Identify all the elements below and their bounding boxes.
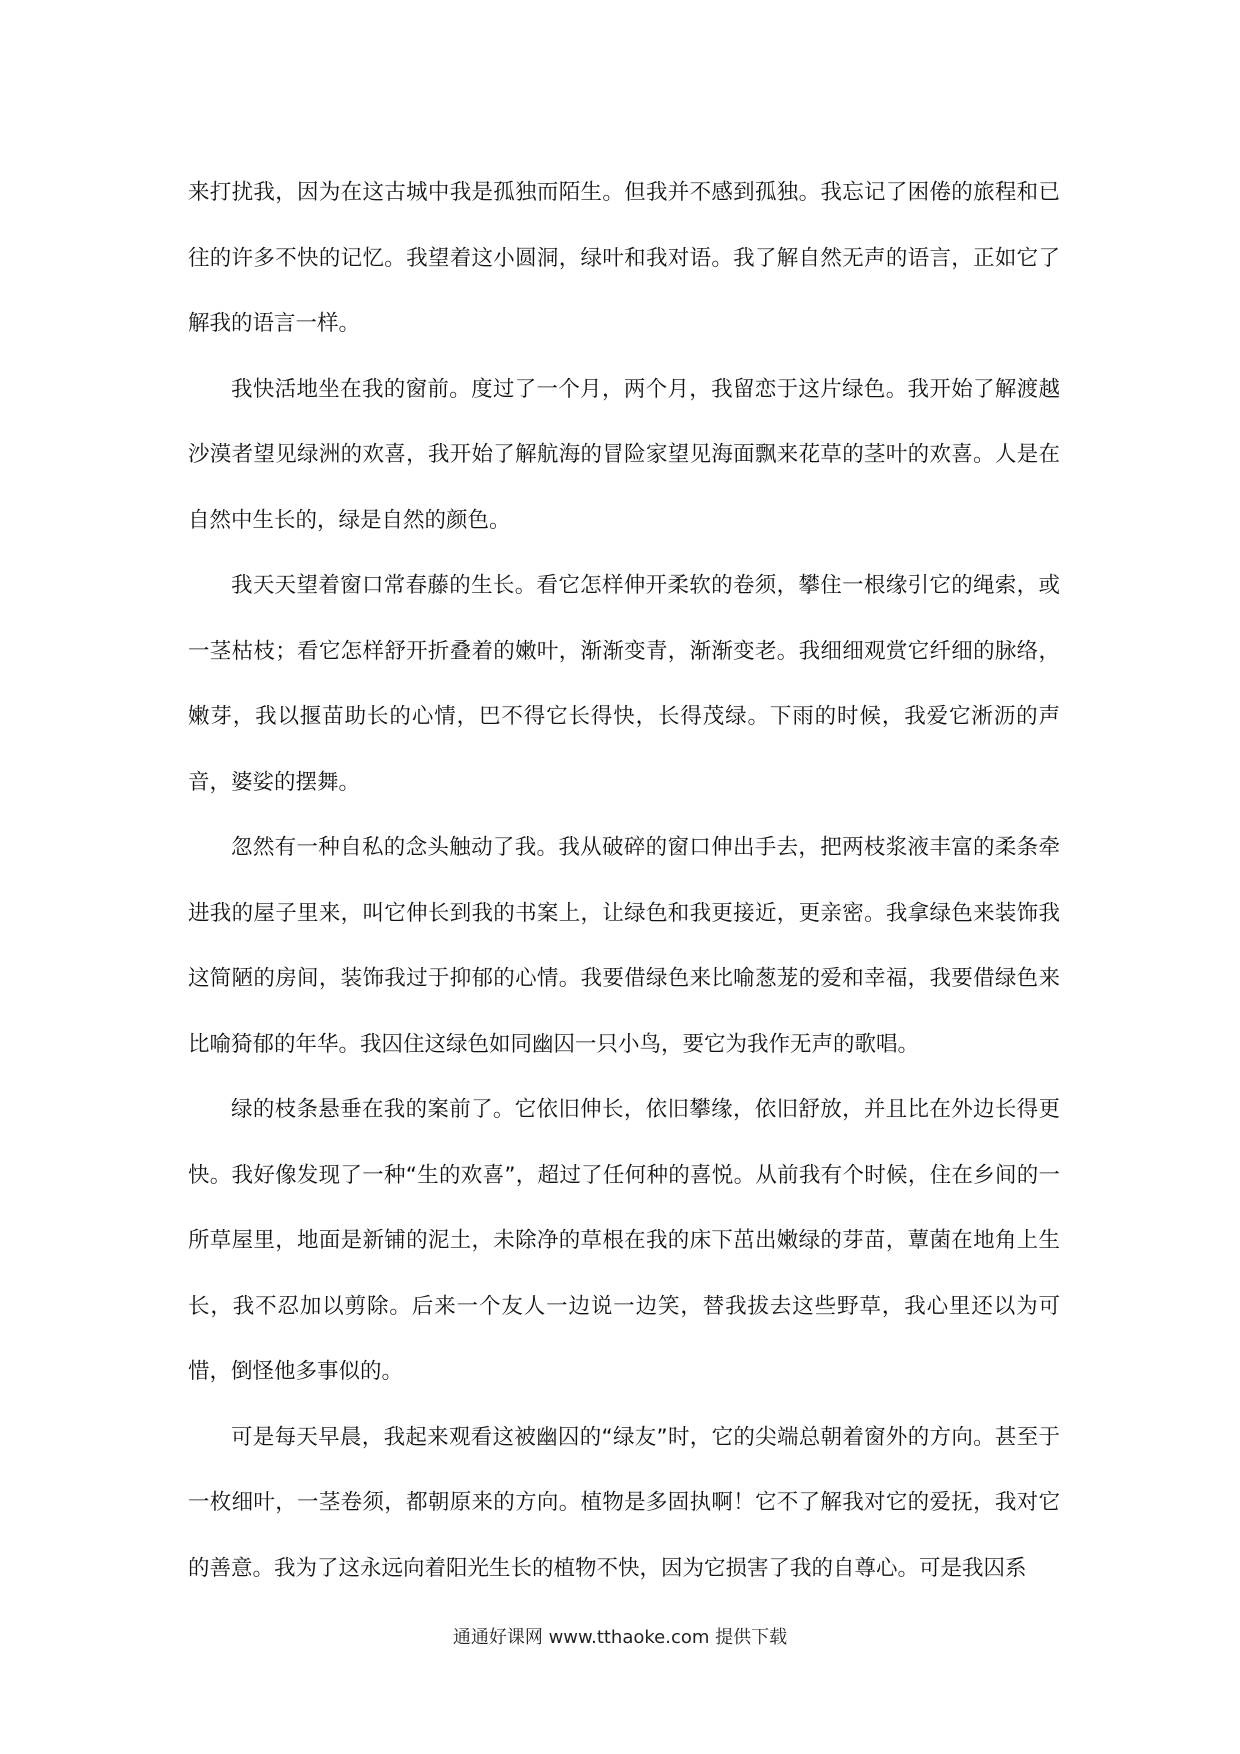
essay-body (188, 160, 1060, 1601)
paragraph: 我天天望着窗口常春藤的生长。看它怎样伸开柔软的卷须，攀住一根缘引它的绳索，或一茎枯枝；看它怎样舒开折叠着的嫩叶，渐渐变青，渐渐变老。我细细观赏它纤细的脉络，嫩芽，我以揠苗助长的心情，巴不得它长得快，长得茂绿。下雨的时候，我爱它淅沥的声音，婆娑的摆舞。 (188, 573, 1060, 795)
page-footer: 通通好课网 www.tthaoke.com 提供下载 (452, 1627, 788, 1648)
paragraph: 忽然有一种自私的念头触动了我。我从破碎的窗口伸出手去，把两枝浆液丰富的柔条牵进我的屋子里来，叫它伸长到我的书案上，让绿色和我更接近，更亲密。我拿绿色来装饰我这简陋的房间，装饰我过于抑郁的心情。我要借绿色来比喻葱茏的爱和幸福，我要借绿色来比喻猗郁的年华。我囚住这绿色如同幽囚一只小鸟，要它为我作无声的歌唱。 (188, 835, 1060, 1057)
paragraph: 我快活地坐在我的窗前。度过了一个月，两个月，我留恋于这片绿色。我开始了解渡越沙漠者望见绿洲的欢喜，我开始了解航海的冒险家望见海面飘来花草的茎叶的欢喜。人是在自然中生长的，绿是自然的颜色。 (188, 376, 1060, 533)
paragraph: 绿的枝条悬垂在我的案前了。它依旧伸长，依旧攀缘，依旧舒放，并且比在外边长得更快。我好像发现了一种“生的欢喜”，超过了任何种的喜悦。从前我有个时候，住在乡间的一所草屋里，地面是新铺的泥土，未除净的草根在我的床下茁出嫩绿的芽苗，蕈菌在地角上生长，我不忍加以剪除。后来一个友人一边说一边笑，替我拔去这些野草，我心里还以为可惜，倒怪他多事似的。 (188, 1097, 1060, 1384)
paragraph: 来打扰我，因为在这古城中我是孤独而陌生。但我并不感到孤独。我忘记了困倦的旅程和已往的许多不快的记忆。我望着这小圆洞，绿叶和我对语。我了解自然无声的语言，正如它了解我的语言一样。 (188, 180, 1060, 336)
paragraph: 可是每天早晨，我起来观看这被幽囚的“绿友”时，它的尖端总朝着窗外的方向。甚至于一枚细叶，一茎卷须，都朝原来的方向。植物是多固执啊！它不了解我对它的爱抚，我对它的善意。我为了这永远向着阳光生长的植物不快，因为它损害了我的自尊心。可是我囚系 (188, 1424, 1060, 1581)
